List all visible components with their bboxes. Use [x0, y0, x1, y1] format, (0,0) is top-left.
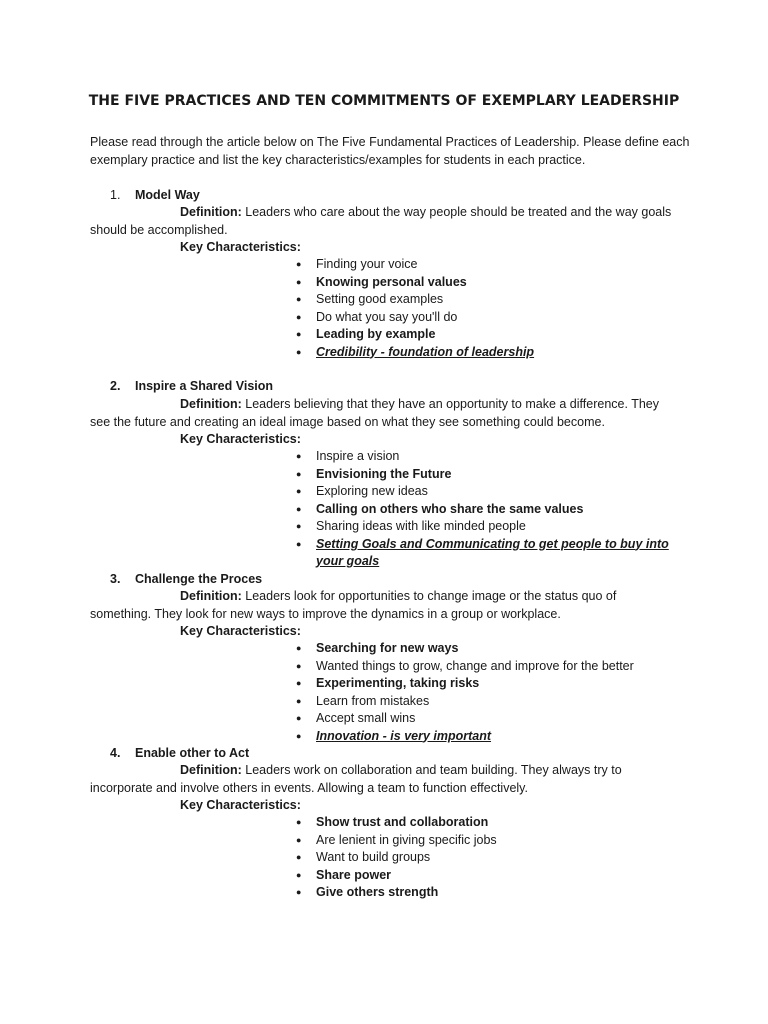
bullet-icon: ● — [296, 451, 302, 461]
practice-3-heading — [110, 571, 262, 589]
practice-1-definition — [90, 204, 678, 239]
practice-1-characteristics — [0, 256, 676, 361]
bullet-icon: ● — [296, 852, 302, 862]
bullet-icon: ● — [296, 259, 302, 269]
list-item: ● Leading by example — [0, 326, 676, 344]
practice-4-characteristics — [0, 814, 676, 902]
practice-number: 2. — [110, 379, 121, 393]
list-item: ● Want to build groups — [0, 849, 676, 867]
list-item: ● Give others strength — [0, 884, 676, 902]
bullet-icon: ● — [296, 678, 302, 688]
practice-2-characteristics — [0, 448, 676, 571]
bullet-icon: ● — [296, 276, 302, 287]
practice-1-heading — [110, 187, 200, 205]
practice-2-definition — [90, 396, 678, 431]
bullet-icon: ● — [296, 695, 302, 706]
bullet-icon: ● — [296, 311, 302, 322]
bullet-icon: ● — [296, 329, 302, 339]
practice-name: Enable other to Act — [135, 746, 250, 760]
bullet-icon: ● — [296, 834, 302, 845]
bullet-icon: ● — [296, 887, 302, 897]
intro-paragraph: Please read through the article below on The Five Fundamental Practices of Leadership. Please define each exemplary practice and list the key characteristics/examples for students in each practice. — [90, 135, 690, 167]
practice-3-definition — [90, 588, 678, 623]
list-item: ● Sharing ideas with like minded people — [0, 518, 676, 536]
bullet-icon: ● — [296, 503, 302, 514]
practice-number: 1. — [110, 188, 121, 202]
practice-3-characteristics — [0, 640, 676, 745]
list-item: ● Knowing personal values — [0, 274, 676, 292]
list-item: ● Inspire a vision — [0, 448, 676, 466]
list-item: ● Exploring new ideas — [0, 483, 676, 501]
document-title: THE FIVE PRACTICES AND TEN COMMITMENTS OF EXEMPLARY LEADERSHIP — [88, 93, 680, 109]
practice-number: 4. — [110, 746, 121, 760]
practice-4-heading — [110, 745, 249, 763]
bullet-icon: ● — [296, 730, 302, 741]
practice-name: Challenge the Proces — [135, 572, 263, 586]
key-characteristics-label: Key Characteristics: — [180, 798, 301, 812]
definition-text: Leaders who care about the way people should be treated and the way goals should be accomplished. — [90, 205, 672, 237]
list-item: ● Experimenting, taking risks — [0, 675, 676, 693]
list-item: ● Share power — [0, 867, 676, 885]
list-item: ● Finding your voice — [0, 256, 676, 274]
practice-2-heading — [110, 378, 273, 396]
bullet-icon: ● — [296, 468, 302, 479]
key-characteristics-label: Key Characteristics: — [180, 432, 301, 446]
definition-label: Definition: — [180, 763, 242, 777]
bullet-icon: ● — [296, 538, 302, 549]
bullet-icon: ● — [296, 346, 302, 357]
definition-text: Leaders believing that they have an opportunity to make a difference. They see the future and creating an ideal image based on what they see something could become. — [90, 397, 659, 429]
definition-label: Definition: — [180, 397, 242, 411]
bullet-icon: ● — [296, 521, 302, 531]
practice-number: 3. — [110, 572, 121, 586]
bullet-icon: ● — [296, 713, 302, 723]
definition-label: Definition: — [180, 589, 242, 603]
bullet-icon: ● — [296, 294, 302, 304]
practice-4-definition — [90, 762, 678, 797]
definition-text: Leaders work on collaboration and team building. They always try to incorporate and involve others in events. Allowing a team to function effectively. — [90, 763, 622, 795]
list-item: ● Accept small wins — [0, 710, 676, 728]
list-item: ● Innovation - is very important — [0, 728, 676, 746]
definition-text: Leaders look for opportunities to change image or the status quo of something. They look for new ways to improve the dynamics in a group or workplace. — [90, 589, 617, 621]
list-item: ● Do what you say you'll do — [0, 309, 676, 327]
list-item: ● Setting good examples — [0, 291, 676, 309]
key-characteristics-label: Key Characteristics: — [180, 240, 301, 254]
list-item: ● Credibility - foundation of leadership — [0, 344, 676, 362]
bullet-icon: ● — [296, 817, 302, 827]
bullet-icon: ● — [296, 486, 302, 496]
definition-label: Definition: — [180, 205, 242, 219]
practice-name: Inspire a Shared Vision — [135, 379, 274, 393]
list-item: ● Envisioning the Future — [0, 466, 676, 484]
key-characteristics-label: Key Characteristics: — [180, 624, 301, 638]
bullet-icon: ● — [296, 869, 302, 880]
list-item: ● Calling on others who share the same values — [0, 501, 676, 519]
bullet-icon: ● — [296, 660, 302, 671]
practice-name: Model Way — [135, 188, 200, 202]
list-item: ● Setting Goals and Communicating to get people to buy into your goals — [296, 536, 669, 568]
bullet-icon: ● — [296, 643, 302, 653]
list-item: ● Searching for new ways — [0, 640, 676, 658]
list-item: ● Wanted things to grow, change and improve for the better — [0, 658, 676, 676]
list-item: ● Show trust and collaboration — [0, 814, 676, 832]
list-item: ● Are lenient in giving specific jobs — [0, 832, 676, 850]
list-item: ● Learn from mistakes — [0, 693, 676, 711]
